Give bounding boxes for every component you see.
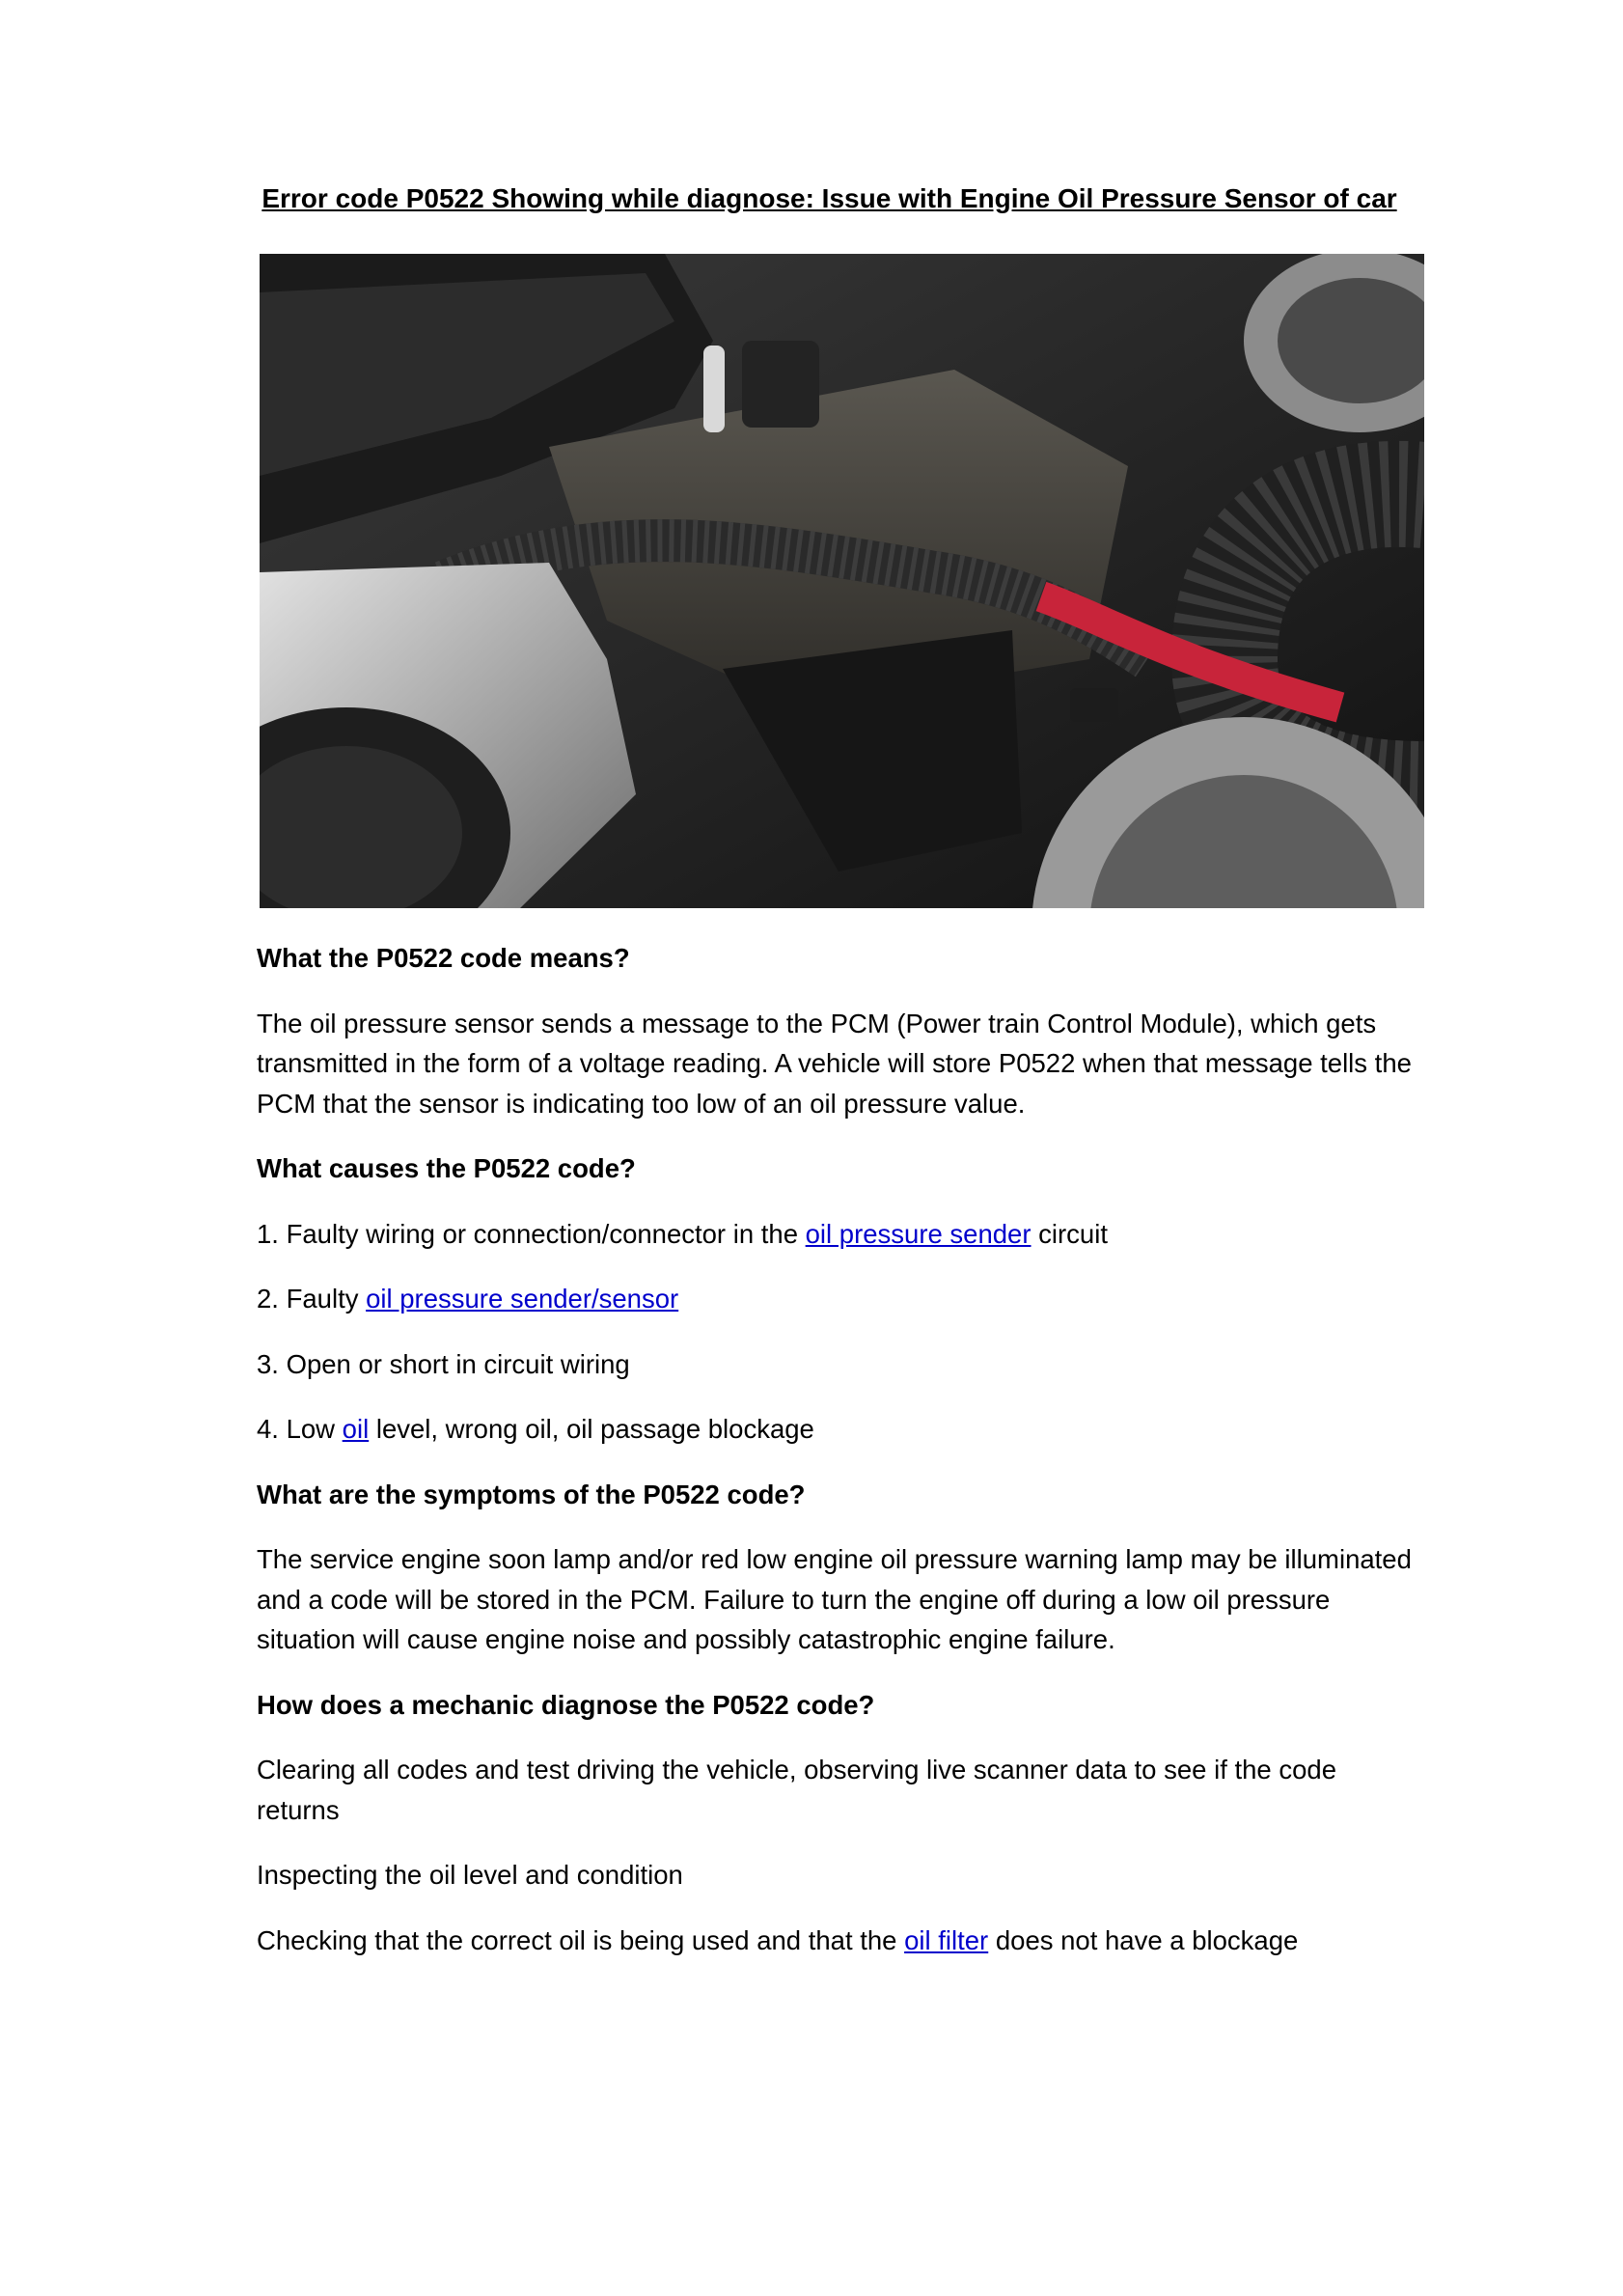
engine-bay-photo xyxy=(260,254,1424,908)
diagnose-step-3-suffix: does not have a blockage xyxy=(988,1924,1299,1955)
page-title: Error code P0522 Showing while diagnose: Issue with Engine Oil Pressure Sensor of car xyxy=(261,183,1397,213)
cause-item-4-suffix: level, wrong oil, oil passage blockage xyxy=(369,1414,814,1444)
cause-item-1 xyxy=(257,1214,1415,1255)
oil-filter-link[interactable]: oil filter xyxy=(904,1924,989,1955)
cause-item-1-suffix: circuit xyxy=(1031,1218,1108,1249)
diagnose-step-2: Inspecting the oil level and condition xyxy=(257,1860,683,1890)
cause-item-2 xyxy=(257,1279,1415,1319)
meaning-paragraph: The oil pressure sensor sends a message to the PCM (Power train Control Module), which gets transmitted in the form of a voltage reading. A vehicle will store P0522 when that message tells the PCM that the sensor is indicating too low of an oil pressure value. xyxy=(257,1008,1412,1119)
cause-item-3: 3. Open or short in circuit wiring xyxy=(257,1348,630,1379)
cause-item-2-text: 2. Faulty xyxy=(257,1284,367,1314)
diagnose-heading: How does a mechanic diagnose the P0522 code? xyxy=(257,1689,875,1720)
oil-pressure-sender-link[interactable]: oil pressure sender xyxy=(805,1218,1032,1249)
article-body xyxy=(257,938,1415,1960)
diagnose-step-3 xyxy=(257,1921,1415,1961)
engine-bay-icon xyxy=(260,254,1424,908)
symptoms-heading: What are the symptoms of the P0522 code? xyxy=(257,1479,806,1509)
diagnose-step-3-text: Checking that the correct oil is being used and that the xyxy=(257,1924,905,1955)
oil-link[interactable]: oil xyxy=(342,1414,370,1444)
diagnose-step-1: Clearing all codes and test driving the vehicle, observing live scanner data to see if the code returns xyxy=(257,1755,1336,1825)
cause-item-4-text: 4. Low xyxy=(257,1414,343,1444)
oil-pressure-sensor-link[interactable]: oil pressure sender/sensor xyxy=(366,1284,679,1314)
cause-item-4 xyxy=(257,1409,1415,1450)
cause-item-1-text: 1. Faulty wiring or connection/connector in the xyxy=(257,1218,806,1249)
symptoms-paragraph: The service engine soon lamp and/or red low engine oil pressure warning lamp may be illuminated and a code will be stored in the PCM. Failure to turn the engine off during a low oil pressure situation will cause engine noise and possibly catastrophic engine failure. xyxy=(257,1544,1412,1654)
meaning-heading: What the P0522 code means? xyxy=(257,943,630,973)
causes-heading: What causes the P0522 code? xyxy=(257,1153,636,1183)
